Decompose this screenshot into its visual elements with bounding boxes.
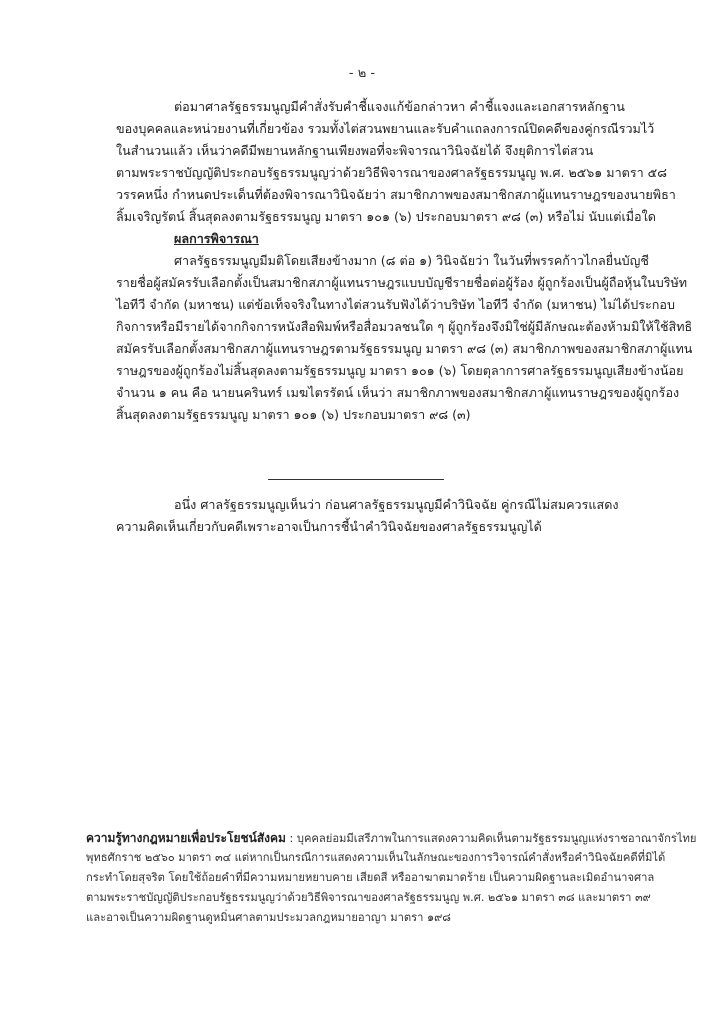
closing-paragraph [116, 494, 656, 538]
paragraph-line: กิจการหรือมีรายได้จากกิจการหนังสือพิมพ์หรือสื่อมวลชนใด ๆ ผู้ถูกร้องจึงมิใช่ผู้มีลักษณะต้องห้ามมิให้ใช้สิทธิ [116, 319, 693, 334]
document-body [116, 96, 693, 426]
section-divider [268, 479, 444, 480]
legal-notice-footer [86, 828, 697, 928]
footer-line: ตามพระราชบัญญัติประกอบรัฐธรรมนูญว่าด้วยวิธีพิจารณาของศาลรัฐธรรมนูญ พ.ศ. ๒๕๖๑ มาตรา ๓๘ และมาตรา ๓๙ [86, 891, 651, 904]
paragraph-line: จำนวน ๑ คน คือ นายนครินทร์ เมฆไตรรัตน์ เห็นว่า สมาชิกภาพของสมาชิกสภาผู้แทนราษฎรของผู้ถูกร้อง [116, 385, 680, 400]
footer-title: ความรู้ทางกฎหมายเพื่อประโยชน์สังคม [86, 831, 286, 845]
paragraph-line: ตามพระราชบัญญัติประกอบรัฐธรรมนูญว่าด้วยวิธีพิจารณาของศาลรัฐธรรมนูญ พ.ศ. ๒๕๖๑ มาตรา ๕๘ [116, 165, 667, 180]
paragraph-line: รายชื่อผู้สมัครรับเลือกตั้งเป็นสมาชิกสภาผู้แทนราษฎรแบบบัญชีรายชื่อต่อผู้ร้อง ผู้ถูกร้องเป็นผู้ถือหุ้นในบริษัท [116, 275, 688, 290]
paragraph-line: ศาลรัฐธรรมนูญมีมติโดยเสียงข้างมาก (๘ ต่อ ๑) วินิจฉัยว่า ในวันที่พรรคก้าวไกลยื่นบัญชี [174, 253, 649, 268]
paragraph-line: วรรคหนึ่ง กำหนดประเด็นที่ต้องพิจารณาวินิจฉัยว่า สมาชิกภาพของสมาชิกสภาผู้แทนราษฎรของนายพิธา [116, 187, 676, 202]
paragraph-line: สิ้นสุดลงตามรัฐธรรมนูญ มาตรา ๑๐๑ (๖) ประกอบมาตรา ๙๘ (๓) [116, 407, 471, 422]
footer-separator: : [285, 832, 297, 845]
paragraph-line: สมัครรับเลือกตั้งสมาชิกสภาผู้แทนราษฎรตามรัฐธรรมนูญ มาตรา ๙๘ (๓) สมาชิกภาพของสมาชิกสภาผู้แทน [116, 341, 693, 356]
paragraph-line: ลิ้มเจริญรัตน์ สิ้นสุดลงตามรัฐธรรมนูญ มาตรา ๑๐๑ (๖) ประกอบมาตรา ๙๘ (๓) หรือไม่ นับแต่เมื่อใด [116, 209, 656, 224]
paragraph-line: ความคิดเห็นเกี่ยวกับคดีเพราะอาจเป็นการชี้นำคำวินิจฉัยของศาลรัฐธรรมนูญได้ [116, 519, 542, 534]
footer-line: และอาจเป็นความผิดฐานดูหมิ่นศาลตามประมวลกฎหมายอาญา มาตรา ๑๙๘ [86, 911, 451, 924]
page-number: - ๒ - [348, 66, 376, 81]
footer-text: บุคคลย่อมมีเสรีภาพในการแสดงความคิดเห็นตามรัฐธรรมนูญแห่งราชอาณาจักรไทย [296, 832, 697, 845]
section-heading: ผลการพิจารณา [174, 231, 259, 246]
footer-line [86, 828, 697, 848]
paragraph-line: ของบุคคลและหน่วยงานที่เกี่ยวข้อง รวมทั้งไต่สวนพยานและรับคำแถลงการณ์ปิดคดีของคู่กรณีรวมไว้ [116, 121, 655, 136]
footer-line: พุทธศักราช ๒๕๖๐ มาตรา ๓๔ แต่หากเป็นกรณีการแสดงความเห็นในลักษณะของการวิจารณ์คำสั่งหรือคำวินิจฉัยคดีที่มิได้ [86, 851, 666, 864]
paragraph-line: ราษฎรของผู้ถูกร้องไม่สิ้นสุดลงตามรัฐธรรมนูญ มาตรา ๑๐๑ (๖) โดยตุลาการศาลรัฐธรรมนูญเสียงข้างน้อย [116, 363, 684, 378]
paragraph-line: ต่อมาศาลรัฐธรรมนูญมีคำสั่งรับคำชี้แจงแก้ข้อกล่าวหา คำชี้แจงและเอกสารหลักฐาน [174, 99, 625, 114]
footer-line: กระทำโดยสุจริต โดยใช้ถ้อยคำที่มีความหมายหยาบคาย เสียดสี หรืออาฆาตมาดร้าย เป็นความผิดฐานละเมิดอำนาจศาล [86, 871, 655, 884]
paragraph-line: อนึ่ง ศาลรัฐธรรมนูญเห็นว่า ก่อนศาลรัฐธรรมนูญมีคำวินิจฉัย คู่กรณีไม่สมควรแสดง [174, 497, 619, 512]
paragraph-line: ไอทีวี จำกัด (มหาชน) แต่ข้อเท็จจริงในทางไต่สวนรับฟังได้ว่าบริษัท ไอทีวี จำกัด (มหาชน) ไม่ได้ประกอบ [116, 297, 675, 312]
paragraph-line: ในสำนวนแล้ว เห็นว่าคดีมีพยานหลักฐานเพียงพอที่จะพิจารณาวินิจฉัยได้ จึงยุติการไต่สวน [116, 143, 594, 158]
